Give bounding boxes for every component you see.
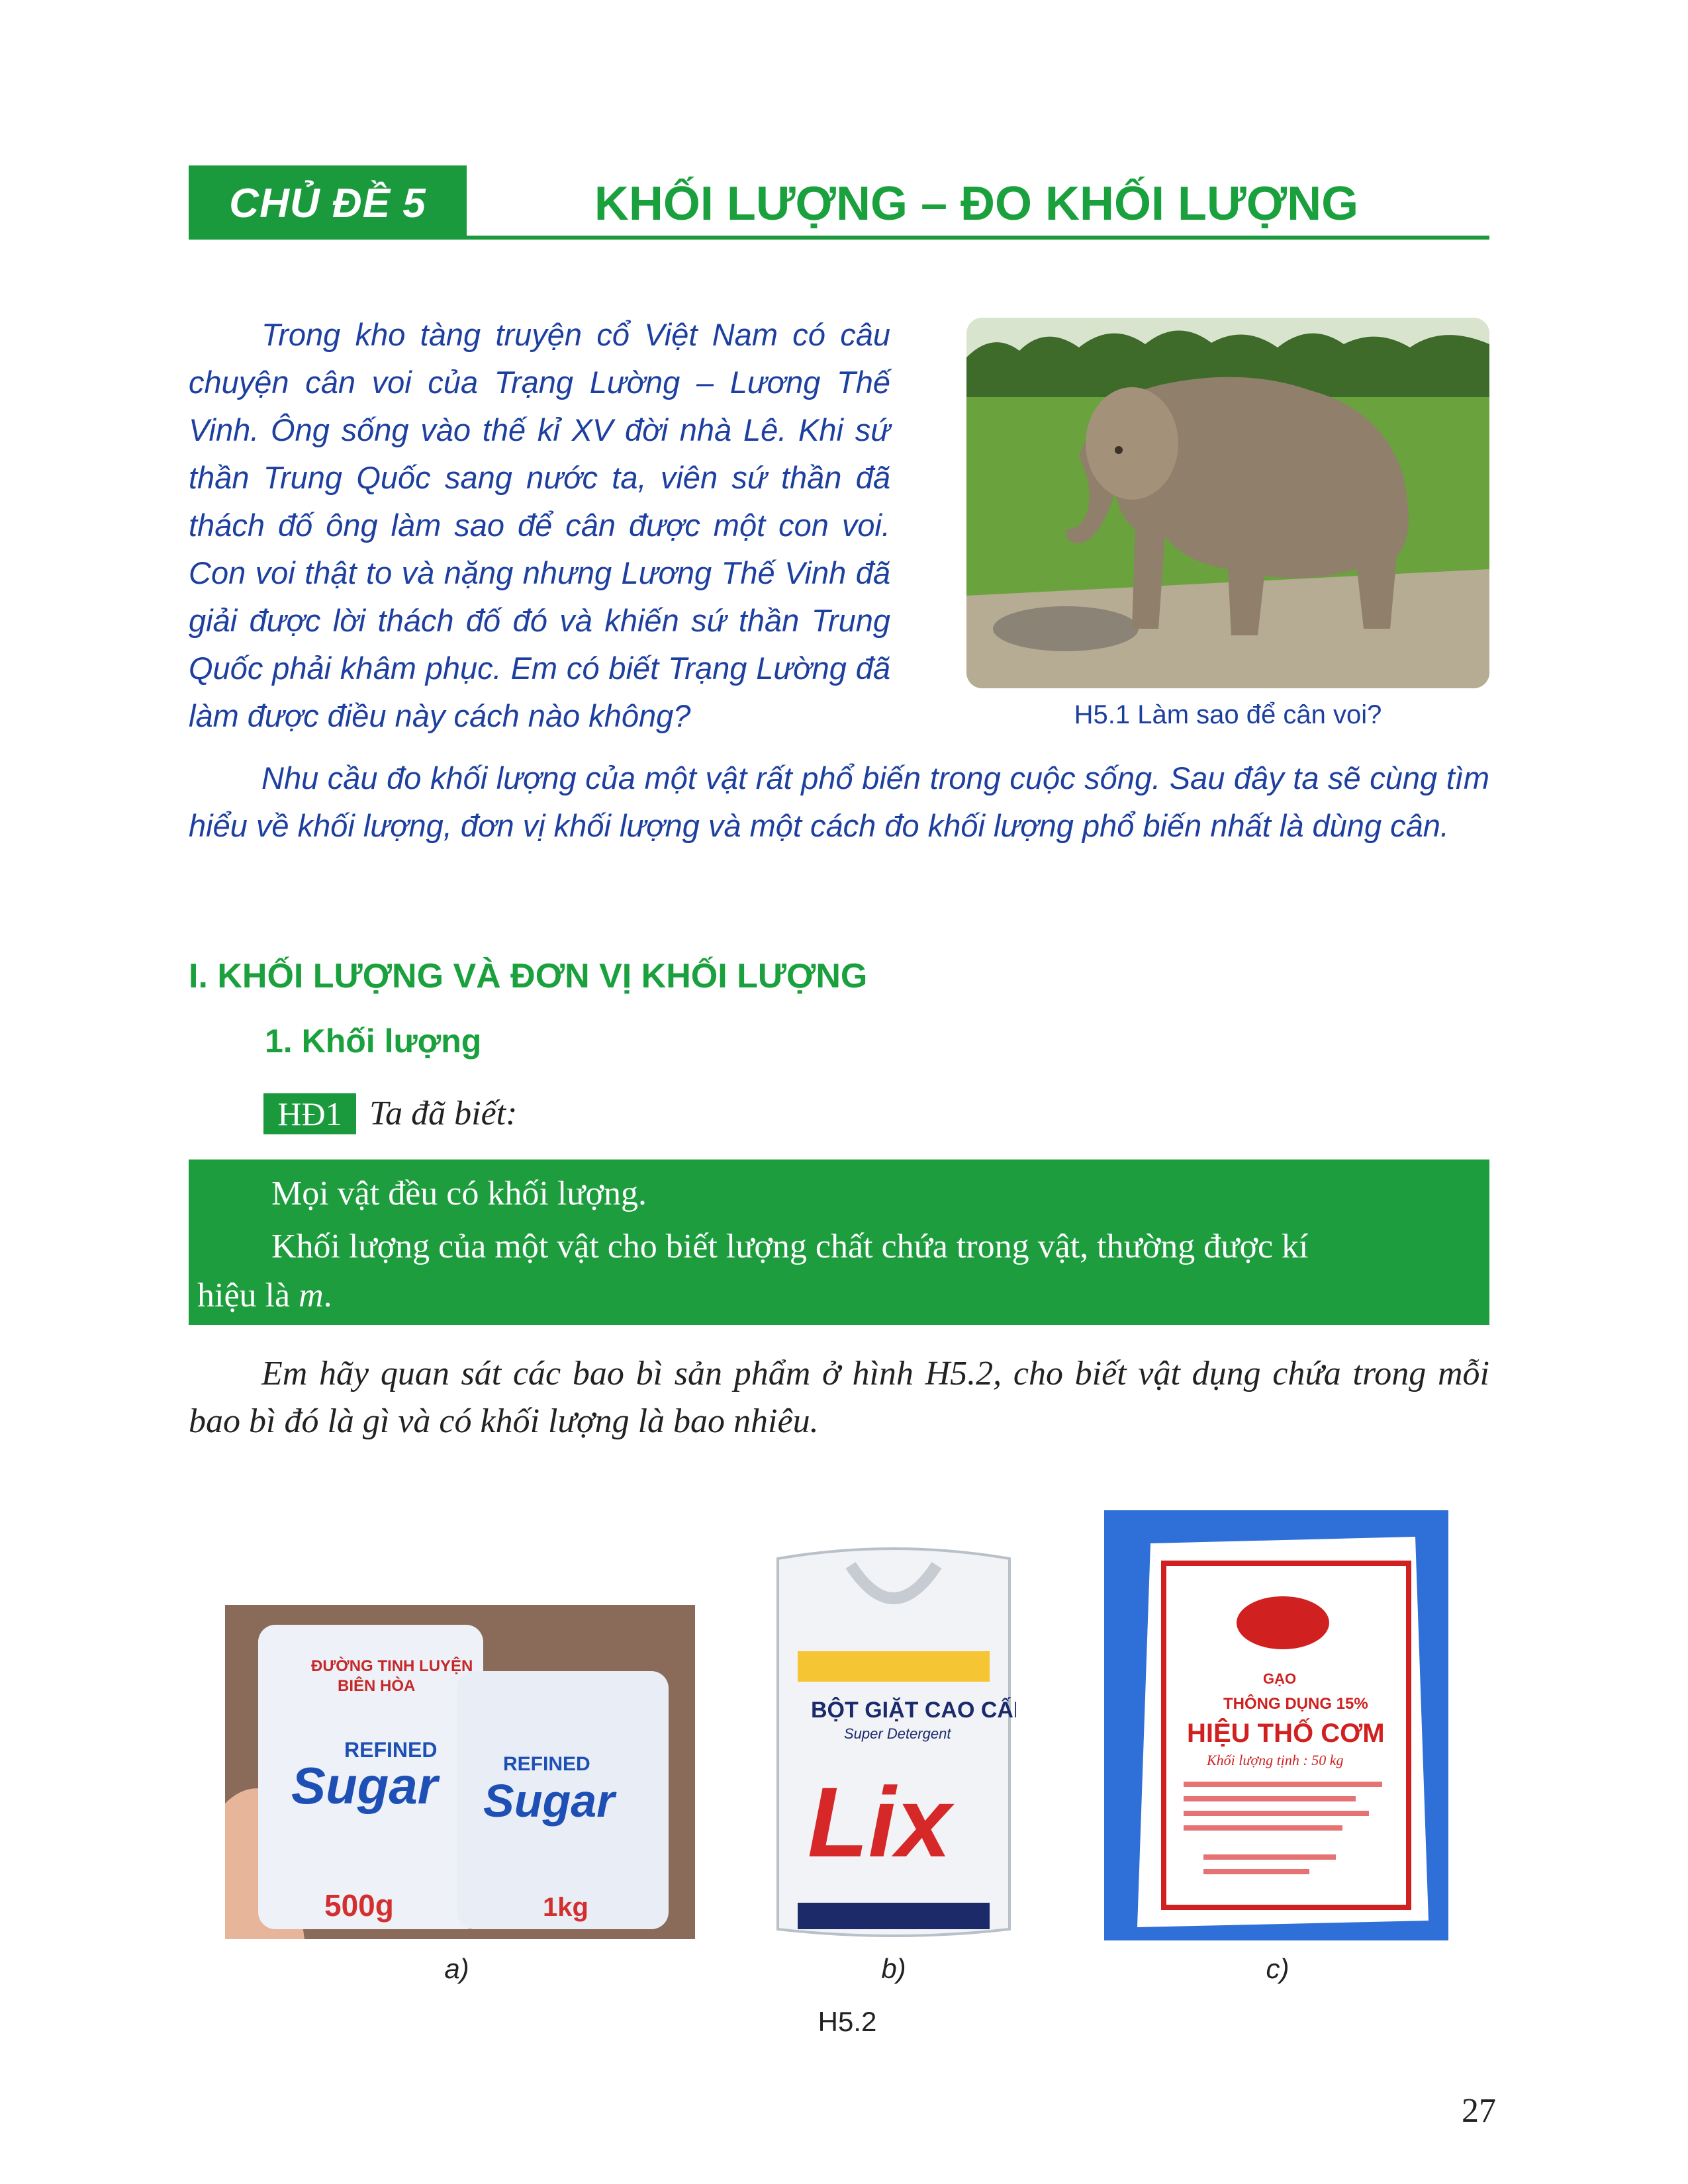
sugar-refined-label: REFINED [344,1738,438,1762]
detergent-brand: Lix [808,1766,951,1878]
rice-brand: HIỆU THỐ CƠM [1187,1719,1385,1748]
detergent-bag-photo [771,1545,1016,1942]
rice-line-1: GẠO [1263,1670,1297,1687]
page-number: 27 [1462,2092,1496,2130]
figure-label-b: b) [881,1953,906,1984]
sugar-brand-line-1: ĐƯỜNG TINH LUYỆN [311,1657,473,1675]
elephant-illustration [966,318,1489,688]
intro-paragraph-2: Nhu cầu đo khối lượng của một vật rất phổ biến trong cuộc sống. Sau đây ta sẽ cùng tìm hiểu về khối lượng, đơn vị khối lượng và một cách đo khối lượng phổ biến nhất là dùng cân. [189,760,1489,843]
sugar-word: Sugar [291,1756,438,1815]
sugar-brand-line-2: BIÊN HÒA [338,1677,416,1695]
sugar-bags-photo [225,1605,695,1939]
sugar-word-2: Sugar [483,1775,615,1827]
definition-line-1: Mọi vật đều có khối lượng. [271,1175,647,1212]
detergent-band-text: BỘT GIẶT CAO CẤP [811,1698,1016,1723]
page-title: KHỐI LƯỢNG – ĐO KHỐI LƯỢNG [594,177,1359,230]
figure-caption-h5-2: H5.2 [818,2006,877,2037]
detergent-sub-text: Super Detergent [844,1725,951,1742]
figure-label-a: a) [444,1953,469,1984]
subsection-heading: 1. Khối lượng [265,1023,482,1060]
sugar-weight-1kg: 1kg [543,1893,588,1922]
sugar-weight-500g: 500g [324,1888,394,1923]
rice-net-weight: Khối lượng tịnh : 50 kg [1207,1752,1344,1768]
definition-line-2: Khối lượng của một vật cho biết lượng chất chứa trong vật, thường được kí [271,1228,1309,1265]
figure-label-c: c) [1266,1953,1289,1984]
figure-caption-h5-1: H5.1 Làm sao để cân voi? [1074,700,1382,729]
question-paragraph: Em hãy quan sát các bao bì sản phẩm ở hình H5.2, cho biết vật dụng chứa trong mỗi bao bì đó là gì và có khối lượng là bao nhiêu. [189,1355,1489,1440]
intro-paragraph: Trong kho tàng truyện cổ Việt Nam có câu chuyện cân voi của Trạng Lường – Lương Thế Vinh. Ông sống vào thế kỉ XV đời nhà Lê. Khi sứ thần Trung Quốc sang nước ta, viên sứ thần đã thách đố ông làm sao để cân được một con voi. Con voi thật to và nặng nhưng Lương Thế Vinh đã giải được lời thách đố đó và khiến sứ thần Trung Quốc phải khâm phục. Em có biết Trạng Lường đã làm được điều này cách nào không? [189,317,890,733]
rice-bag-illustration [1104,1510,1448,1940]
rice-bag-photo [1104,1510,1448,1940]
activity-text: Ta đã biết: [369,1095,518,1132]
sugar-bags-illustration [225,1605,695,1939]
elephant-photo [966,318,1489,688]
sugar-refined-label-2: REFINED [503,1753,590,1775]
rice-line-2: THÔNG DỤNG 15% [1223,1695,1368,1713]
section-heading: I. KHỐI LƯỢNG VÀ ĐƠN VỊ KHỐI LƯỢNG [189,957,868,995]
title-underline [467,236,1489,240]
detergent-bag-illustration [771,1545,1016,1942]
topic-label: CHỦ ĐỀ 5 [229,181,426,226]
mass-symbol: m [299,1277,324,1314]
activity-badge: HĐ1 [263,1093,356,1134]
definition-line-3: hiệu là m. [197,1277,332,1314]
